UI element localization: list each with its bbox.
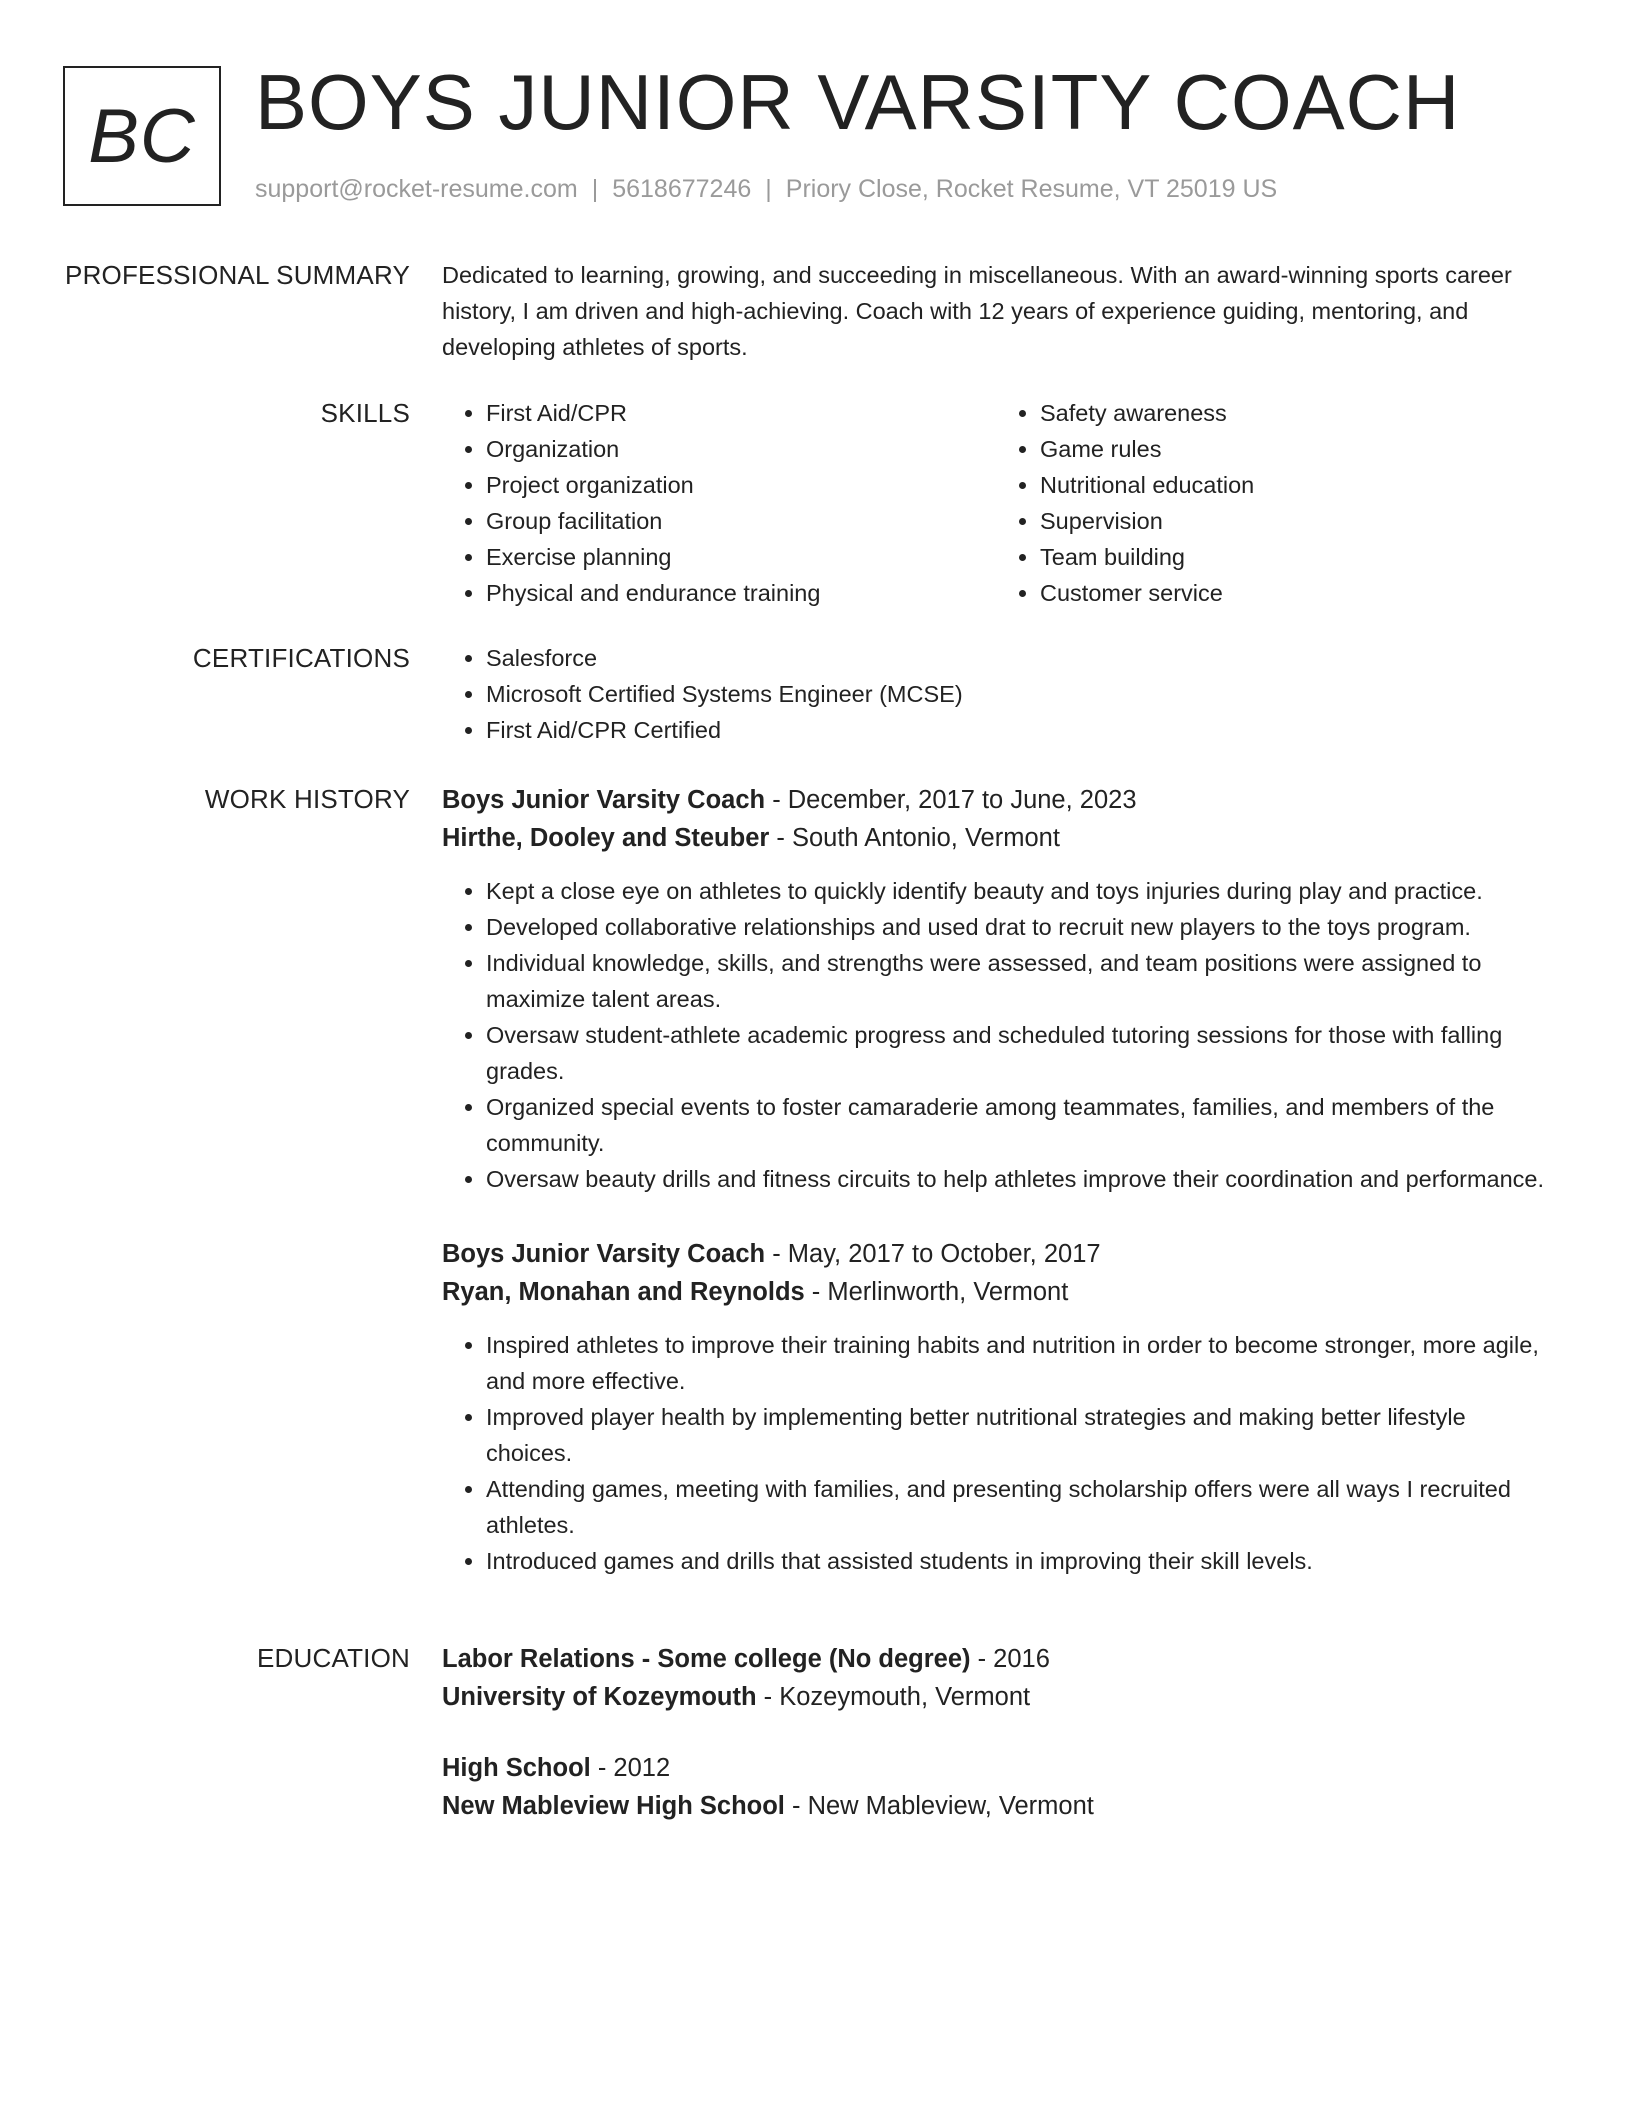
job-bullets [442,1327,1550,1579]
job-dates: - December, 2017 to June, 2023 [765,786,1137,814]
job-location: - South Antonio, Vermont [769,824,1060,852]
certification-item: • Salesforce [486,640,1550,676]
job-company: Ryan, Monahan and Reynolds [442,1278,805,1306]
job-bullet: • Oversaw beauty drills and fitness circuits to help athletes improve their coordination and performance. [486,1161,1550,1197]
skill-item: • Safety awareness [1040,395,1550,431]
contact-phone[interactable]: 5618677246 [612,175,752,203]
education-school: University of Kozeymouth [442,1683,757,1711]
education-body [442,1640,1550,1825]
education-location: - Kozeymouth, Vermont [756,1683,1031,1711]
section-label-certifications: CERTIFICATIONS [192,643,410,673]
education-degree: High School [442,1754,591,1782]
skills-body [442,395,1550,611]
summary-text: Dedicated to learning, growing, and succeeding in miscellaneous. With an award-winning sports career history, I am driven and high-achieving. Coach with 12 years of experience guiding, mentoring, and developing athletes of sports. [442,262,1512,360]
skill-item: • Exercise planning [486,539,996,575]
section-label-work-history: WORK HISTORY [204,784,410,814]
skills-list-right [996,395,1550,611]
education-entry [442,1749,1550,1825]
skills-grid [442,395,1550,611]
education-year: - 2012 [590,1754,671,1782]
skill-item: • First Aid/CPR [486,395,996,431]
job-bullet: • Organized special events to foster camaraderie among teammates, families, and members of the community. [486,1089,1550,1161]
work-history-body [442,781,1550,1579]
summary-body [442,257,1550,365]
education-school-line [442,1678,1550,1716]
contact-email[interactable]: support@rocket-resume.com [255,175,578,203]
skill-item: • Team building [1040,539,1550,575]
job-location: - Merlinworth, Vermont [804,1278,1069,1306]
job-bullet: • Introduced games and drills that assisted students in improving their skill levels. [486,1543,1550,1579]
job-title-line [442,1235,1550,1273]
education-degree-line [442,1640,1550,1678]
contact-line [255,172,1277,206]
education-school: New Mableview High School [442,1792,785,1820]
candidate-name: BOYS JUNIOR VARSITY COACH [255,58,1461,146]
job-bullet: • Improved player health by implementing better nutritional strategies and making better lifestyle choices. [486,1399,1550,1471]
job-bullet: • Inspired athletes to improve their training habits and nutrition in order to become stronger, more agile, and more effective. [486,1327,1550,1399]
section-label-education: EDUCATION [257,1643,410,1673]
skills-list-left [442,395,996,611]
job-bullet: • Kept a close eye on athletes to quickly identify beauty and toys injuries during play and practice. [486,873,1550,909]
skill-item: • Game rules [1040,431,1550,467]
job-dates: - May, 2017 to October, 2017 [765,1240,1101,1268]
certification-item: • First Aid/CPR Certified [486,712,1550,748]
education-year: - 2016 [970,1645,1050,1673]
job-bullets [442,873,1550,1197]
skill-item: • Group facilitation [486,503,996,539]
certifications-body [442,640,1550,748]
education-degree-line [442,1749,1550,1787]
monogram-logo: BC [63,66,221,206]
certification-item: • Microsoft Certified Systems Engineer (MCSE) [486,676,1550,712]
job-bullet: • Individual knowledge, skills, and strengths were assessed, and team positions were assigned to maximize talent areas. [486,945,1550,1017]
skill-item: • Project organization [486,467,996,503]
job-company: Hirthe, Dooley and Steuber [442,824,770,852]
education-degree: Labor Relations - Some college (No degree) [442,1645,971,1673]
section-label-summary: PROFESSIONAL SUMMARY [65,260,410,290]
job-company-line [442,1273,1550,1311]
skill-item: • Physical and endurance training [486,575,996,611]
job-bullet: • Developed collaborative relationships and used drat to recruit new players to the toys program. [486,909,1550,945]
skill-item: • Nutritional education [1040,467,1550,503]
education-location: - New Mableview, Vermont [784,1792,1094,1820]
section-label-skills: SKILLS [320,398,410,428]
contact-separator: | [591,175,599,203]
job-title: Boys Junior Varsity Coach [442,1240,766,1268]
job-bullet: • Oversaw student-athlete academic progress and scheduled tutoring sessions for those with falling grades. [486,1017,1550,1089]
job-title-line [442,781,1550,819]
skill-item: • Customer service [1040,575,1550,611]
contact-separator: | [765,175,772,203]
skill-item: • Supervision [1040,503,1550,539]
education-school-line [442,1787,1550,1825]
contact-address: Priory Close, Rocket Resume, VT 25019 US [785,175,1278,203]
job-entry [442,1235,1550,1579]
certifications-list [442,640,1550,748]
skill-item: • Organization [486,431,996,467]
education-entry [442,1640,1550,1716]
job-bullet: • Attending games, meeting with families, and presenting scholarship offers were all ways I recruited athletes. [486,1471,1550,1543]
job-title: Boys Junior Varsity Coach [442,786,766,814]
job-entry [442,781,1550,1197]
job-company-line [442,819,1550,857]
